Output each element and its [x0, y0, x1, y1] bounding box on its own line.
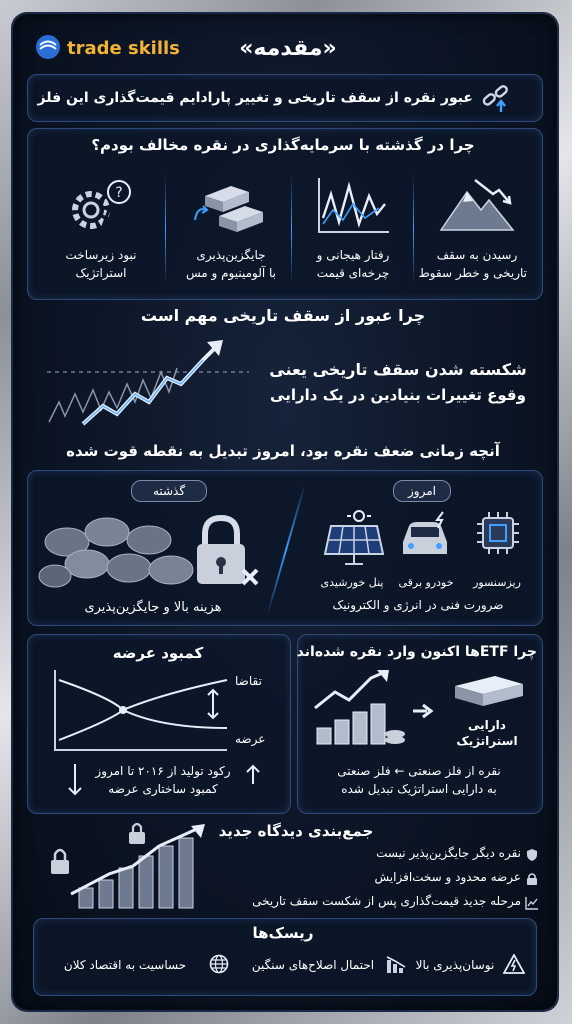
divider [165, 174, 166, 284]
risk-item-label: احتمال اصلاح‌های سنگین [251, 958, 375, 972]
risks-title: ریسک‌ها [252, 924, 314, 942]
why-opposed-item-label-1: رفتار هیجانی و [316, 248, 390, 262]
asset-label-2: استراتژیک [456, 734, 518, 748]
today-item-label: پنل خورشیدی [320, 576, 384, 589]
bar-drop-icon [385, 954, 407, 974]
etf-line-1: نقره از فلز صنعتی ← فلز صنعتی [337, 764, 501, 778]
why-opposed-item-label-2: با آلومینیوم و مس [185, 266, 277, 280]
broken-chain-icon [479, 82, 511, 114]
supply-line-2: کمبود ساختاری عرضه [108, 782, 218, 796]
past-caption: هزینه بالا و جایگزین‌پذیری [84, 600, 222, 615]
solar-panel-icon [323, 508, 385, 568]
etf-line-2: به دارایی استراتژیک تبدیل شده [341, 782, 497, 796]
shield-icon [525, 848, 539, 862]
demand-label: تقاضا [235, 674, 262, 688]
mountain-crash-icon [437, 174, 517, 234]
risk-item-label: حساسیت به اقتصاد کلان [63, 958, 187, 972]
why-opposed-item-label-2: چرخه‌ای قیمت [316, 266, 390, 280]
coin-stacks-growth-icon [309, 668, 409, 748]
past-badge: گذشته [131, 480, 207, 502]
growth-bars-locks-icon [49, 822, 239, 912]
why-opposed-title: چرا در گذشته با سرمایه‌گذاری در نقره مخالف بودم؟ [91, 136, 475, 154]
divider [413, 174, 414, 284]
globe-icon [209, 954, 229, 974]
infographic-frame [13, 14, 557, 1010]
summary-item: نقره دیگر جایگزین‌پذیر نیست [376, 846, 521, 860]
supply-demand-chart [51, 668, 231, 754]
today-caption: ضرورت فنی در انرژی و الکترونیک [332, 598, 504, 612]
brand-logo-icon [35, 34, 61, 60]
why-opposed-item-label-1: نبود زیرساخت [65, 248, 137, 262]
etf-title: چرا ETFها اکنون وارد نقره شده‌اند [296, 644, 537, 660]
supply-label: عرضه [235, 732, 266, 746]
electric-car-icon [395, 508, 455, 562]
silver-coins-icon [37, 502, 207, 594]
up-arrow-icon [245, 762, 261, 786]
summary-title: جمع‌بندی دیدگاه جدید [218, 822, 374, 840]
weakness-title: آنچه زمانی ضعف نقره بود، امروز تبدیل به نقطه قوت شده [66, 442, 500, 460]
lock-icon [525, 872, 539, 886]
summary-item: مرحله جدید قیمت‌گذاری پس از شکست سقف تاریخی [252, 894, 521, 908]
brand-name: trade skills [67, 38, 180, 59]
broken-gear-question-icon [61, 176, 141, 236]
silver-bar-icon [445, 672, 531, 716]
why-opposed-item-label-2: استراتژیک [75, 266, 127, 280]
breakout-chart-icon [43, 332, 253, 432]
trend-chart-icon [525, 896, 539, 910]
why-opposed-item-label-2: تاریخی و خطر سقوط [418, 266, 527, 280]
subtitle-text: عبور نقره از سقف تاریخی و تغییر پارادایم قیمت‌گذاری این فلز [37, 90, 473, 106]
svg-text:?: ? [115, 185, 123, 201]
today-item-label: خودرو برقی [398, 576, 454, 589]
breakout-line-1: شکسته شدن سقف تاریخی یعنی [269, 360, 527, 379]
why-opposed-item-label-1: رسیدن به سقف [436, 248, 518, 262]
today-item-label: ریزسنسور [473, 576, 521, 589]
risk-item-label: نوسان‌پذیری بالا [415, 958, 495, 972]
why-opposed-item-label-1: جایگزین‌پذیری [196, 248, 266, 262]
summary-item: عرضه محدود و سخت‌افزایش [374, 870, 521, 884]
asset-label-1: دارایی [468, 718, 506, 732]
down-arrow-icon [67, 762, 83, 798]
breakout-line-2: وقوع تغییرات بنیادین در یک دارایی [270, 386, 526, 404]
today-badge: امروز [393, 480, 451, 502]
microchip-icon [473, 508, 523, 558]
breakout-title: چرا عبور از سقف تاریخی مهم است [140, 306, 426, 325]
volatile-chart-icon [313, 174, 393, 236]
supply-title: کمبود عرضه [112, 644, 204, 662]
padlock-x-icon [191, 512, 261, 592]
supply-line-1: رکود تولید از ۲۰۱۶ تا امروز [95, 764, 231, 778]
metal-bars-icon [191, 176, 271, 236]
divider [291, 174, 292, 284]
right-arrow-icon [411, 702, 435, 720]
warning-icon [503, 954, 525, 974]
page-title: «مقدمه» [239, 36, 337, 61]
